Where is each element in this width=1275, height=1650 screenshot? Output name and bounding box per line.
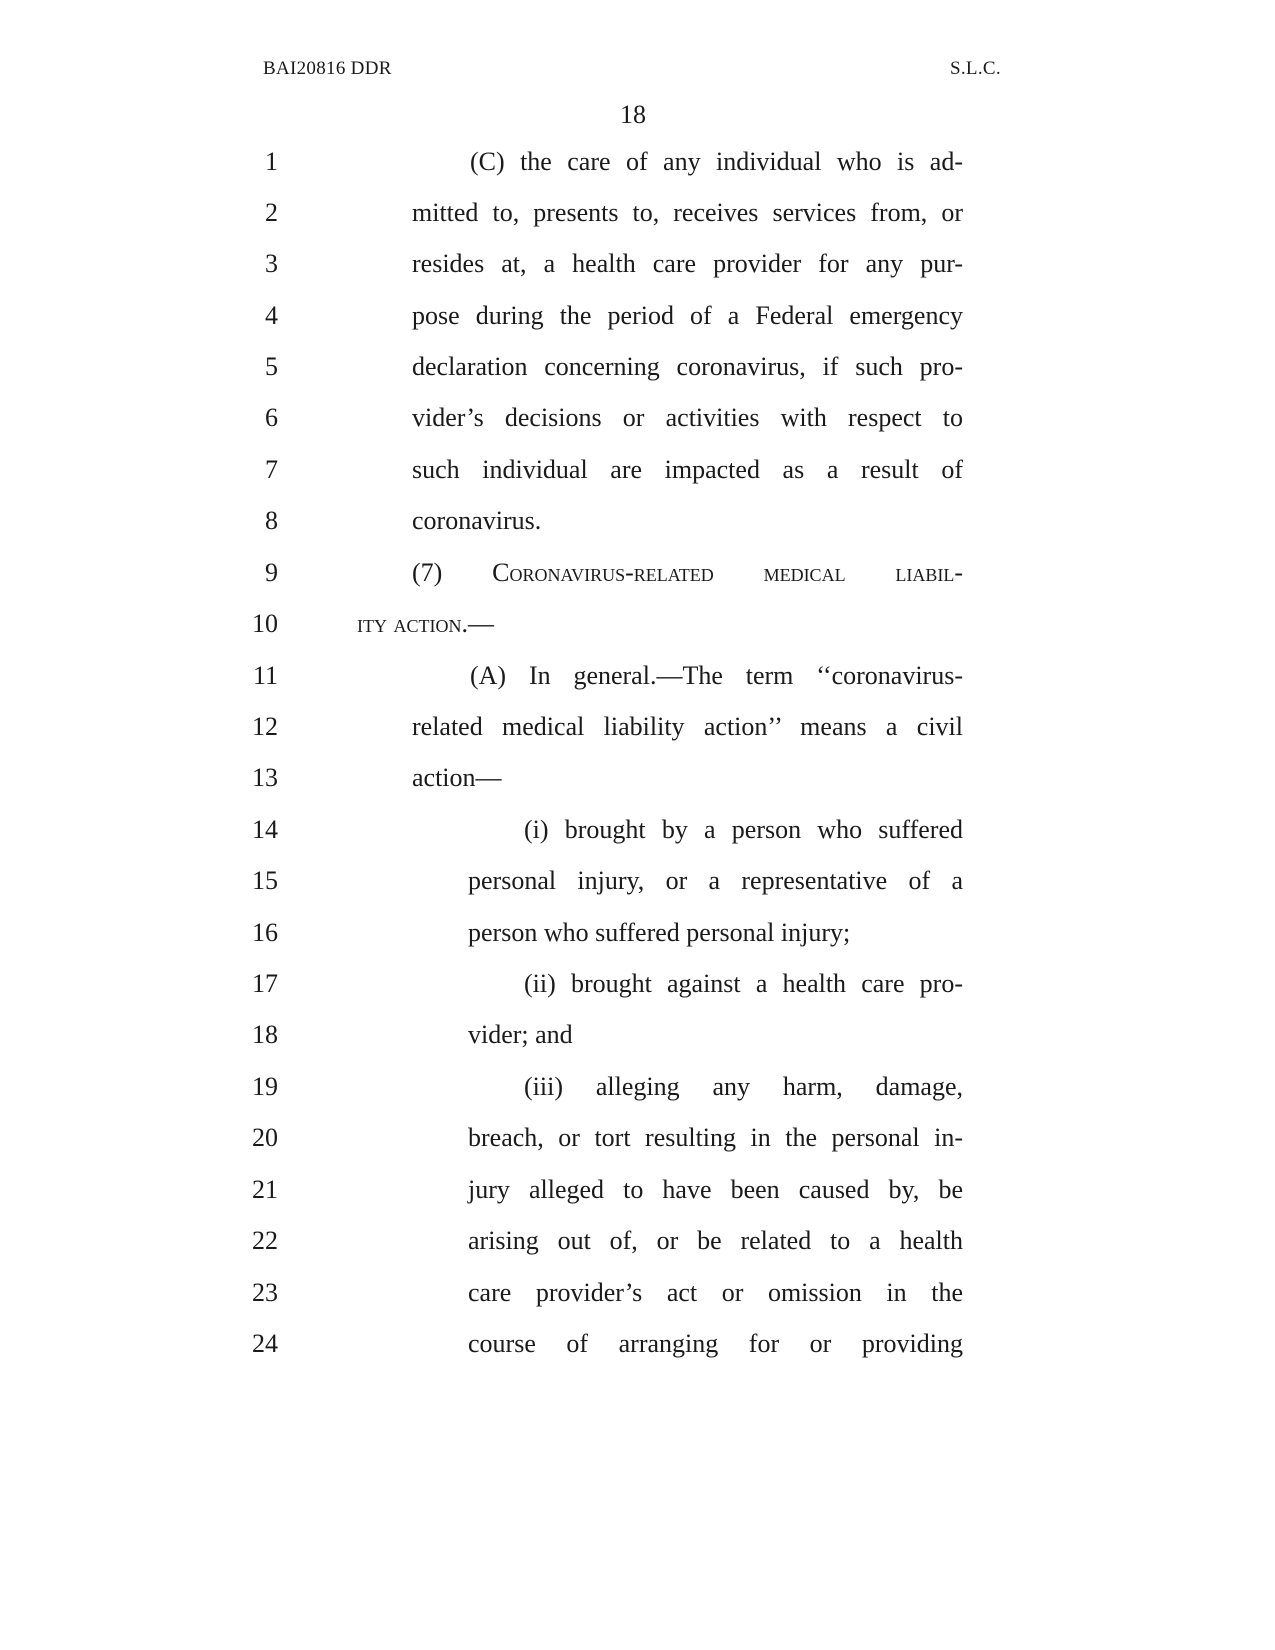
text-line — [0, 1118, 1275, 1158]
line-text: pose during the period of a Federal emergency — [412, 301, 963, 330]
text-line — [0, 244, 1275, 284]
line-number: 3 — [265, 249, 278, 278]
line-text: action— — [412, 763, 502, 792]
line-text: (A) In general.—The term ‘‘coronavirus- — [470, 661, 963, 690]
line-number: 9 — [265, 558, 278, 587]
text-line — [0, 758, 1275, 798]
line-number: 10 — [252, 609, 278, 638]
line-number: 8 — [265, 506, 278, 535]
line-text: declaration concerning coronavirus, if such pro- — [412, 352, 963, 381]
line-text: course of arranging for or providing — [468, 1329, 963, 1358]
line-number: 22 — [252, 1226, 278, 1255]
line-number: 4 — [265, 301, 278, 330]
line-text: mitted to, presents to, receives services from, or — [412, 198, 963, 227]
line-number: 7 — [265, 455, 278, 484]
line-text: jury alleged to have been caused by, be — [468, 1175, 963, 1204]
text-line — [0, 553, 1275, 593]
line-text: (i) brought by a person who suffered — [524, 815, 963, 844]
line-number: 17 — [252, 969, 278, 998]
document-id: BAI20816 DDR — [263, 58, 392, 79]
text-line — [0, 398, 1275, 438]
line-text: vider; and — [468, 1020, 573, 1049]
line-text: resides at, a health care provider for any pur- — [412, 249, 963, 278]
line-text: ity action.— — [357, 609, 494, 638]
text-line — [0, 296, 1275, 336]
text-line — [0, 193, 1275, 233]
line-text: (ii) brought against a health care pro- — [524, 969, 963, 998]
text-line — [0, 1221, 1275, 1261]
text-line — [0, 604, 1275, 644]
office-code: S.L.C. — [950, 58, 1001, 79]
line-number: 2 — [265, 198, 278, 227]
page-number: 18 — [620, 100, 646, 129]
line-number: 18 — [252, 1020, 278, 1049]
line-number: 12 — [252, 712, 278, 741]
line-number: 15 — [252, 866, 278, 895]
line-text: (7) Coronavirus-related medical liabil- — [412, 558, 963, 587]
line-text: such individual are impacted as a result of — [412, 455, 963, 484]
text-line — [0, 347, 1275, 387]
text-line — [0, 964, 1275, 1004]
line-text: person who suffered personal injury; — [468, 918, 851, 947]
text-line — [0, 861, 1275, 901]
text-line — [0, 1067, 1275, 1107]
text-line — [0, 1015, 1275, 1055]
text-line — [0, 142, 1275, 182]
line-number: 21 — [252, 1175, 278, 1204]
text-line — [0, 656, 1275, 696]
line-number: 20 — [252, 1123, 278, 1152]
text-line — [0, 810, 1275, 850]
line-number: 19 — [252, 1072, 278, 1101]
line-number: 5 — [265, 352, 278, 381]
line-number: 1 — [265, 147, 278, 176]
line-text: (C) the care of any individual who is ad- — [470, 147, 963, 176]
line-text: (iii) alleging any harm, damage, — [524, 1072, 963, 1101]
line-number: 23 — [252, 1278, 278, 1307]
line-text: arising out of, or be related to a health — [468, 1226, 963, 1255]
line-text: breach, or tort resulting in the personal in- — [468, 1123, 963, 1152]
line-text: care provider’s act or omission in the — [468, 1278, 963, 1307]
line-text: coronavirus. — [412, 506, 542, 535]
text-line — [0, 1273, 1275, 1313]
line-text: related medical liability action’’ means a civil — [412, 712, 963, 741]
text-line — [0, 501, 1275, 541]
line-number: 24 — [252, 1329, 278, 1358]
line-number: 13 — [252, 763, 278, 792]
line-number: 16 — [252, 918, 278, 947]
text-line — [0, 1324, 1275, 1364]
line-number: 11 — [252, 661, 278, 690]
line-text: vider’s decisions or activities with respect to — [412, 403, 963, 432]
text-line — [0, 707, 1275, 747]
line-number: 6 — [265, 403, 278, 432]
line-number: 14 — [252, 815, 278, 844]
text-line — [0, 913, 1275, 953]
line-text: personal injury, or a representative of a — [468, 866, 963, 895]
text-line — [0, 1170, 1275, 1210]
text-line — [0, 450, 1275, 490]
